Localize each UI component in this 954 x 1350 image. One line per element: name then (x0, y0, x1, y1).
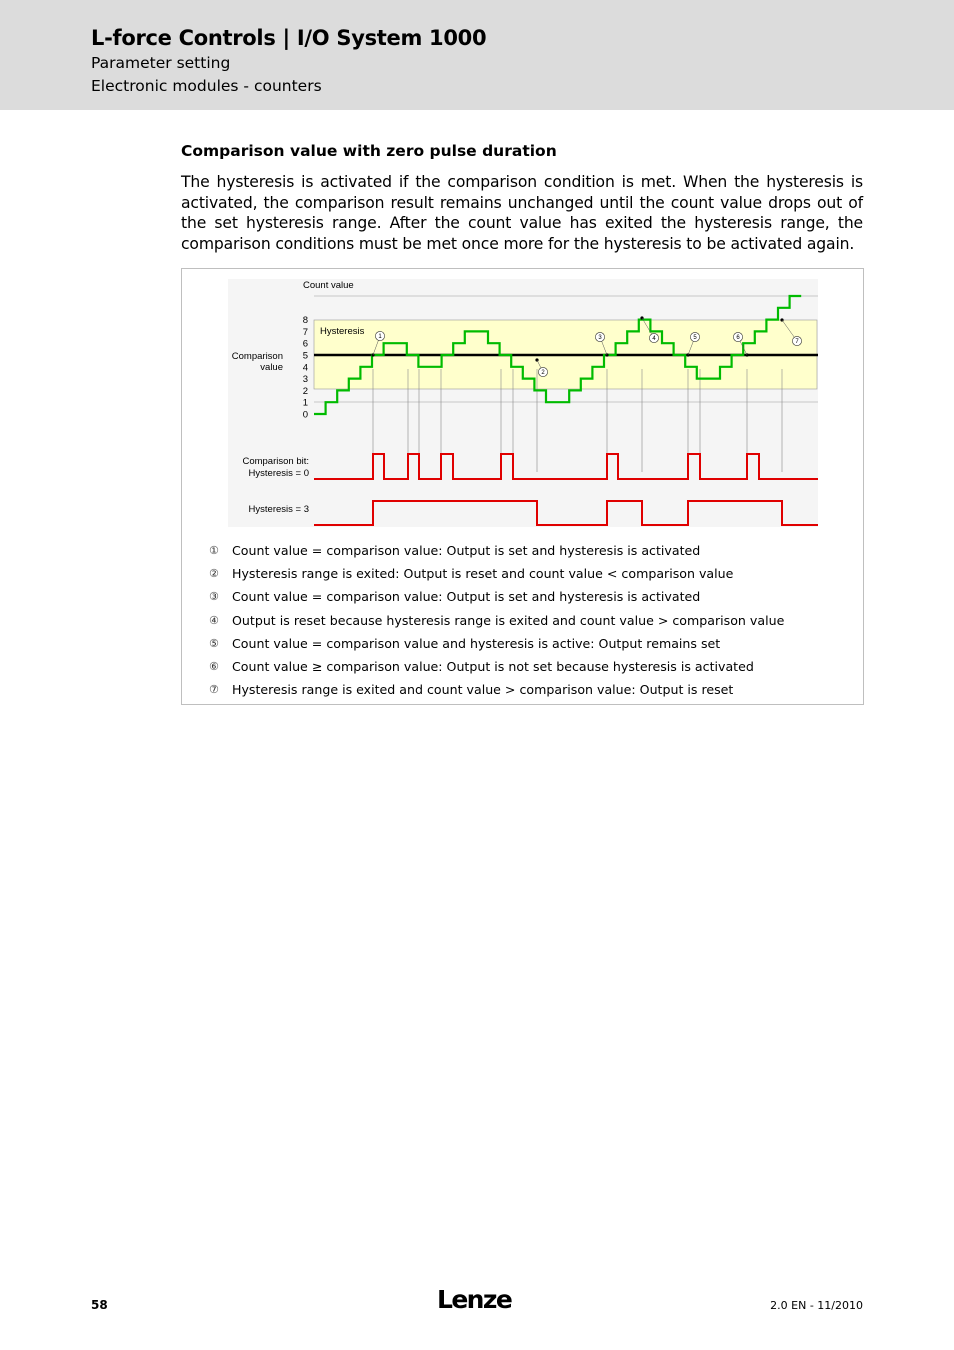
legend-text: Count value = comparison value: Output is set and hysteresis is activated (232, 589, 701, 605)
legend-item (209, 588, 849, 611)
diagram-background (228, 279, 818, 527)
y-tick-label: 4 (302, 362, 308, 374)
y-tick-label: 0 (302, 409, 308, 421)
legend-marker: ③ (209, 590, 219, 604)
section-heading: Comparison value with zero pulse duration (181, 142, 557, 160)
y-tick-label: 5 (302, 350, 308, 362)
y-tick-label: 2 (302, 385, 308, 397)
chapter-title: Parameter setting (91, 54, 231, 72)
y-tick-label: 8 (302, 315, 308, 327)
y-tick-label: 7 (302, 326, 308, 338)
comparison-value-label-1: Comparison (231, 351, 283, 362)
document-title: L-force Controls | I/O System 1000 (91, 26, 487, 50)
marker-number: 5 (693, 335, 697, 342)
legend-marker: ① (209, 544, 219, 557)
legend-item (209, 681, 849, 704)
y-tick-label: 6 (302, 338, 308, 350)
comparison-bit-label-1: Comparison bit: (242, 456, 309, 467)
hysteresis-label: Hysteresis (320, 326, 365, 337)
legend-text: Count value = comparison value and hysteresis is active: Output remains set (232, 635, 721, 651)
lenze-logo: Lenze (437, 1285, 512, 1314)
comparison-value-label-2: value (260, 362, 283, 373)
legend-text: Count value ≥ comparison value: Output is not set because hysteresis is activated (232, 658, 754, 674)
marker-number: 1 (378, 334, 382, 341)
marker-number: 7 (795, 339, 799, 346)
legend-item (209, 542, 849, 565)
count-value-label: Count value (303, 280, 354, 291)
y-tick-label: 1 (302, 397, 308, 409)
page-number: 58 (91, 1298, 108, 1312)
marker-number: 3 (598, 335, 602, 342)
legend-item (209, 612, 849, 635)
legend-text: Hysteresis range is exited: Output is reset and count value < comparison value (232, 566, 734, 582)
marker-number: 6 (736, 335, 740, 342)
figure-box (181, 268, 864, 705)
marker-number: 2 (541, 370, 545, 377)
marker-number: 4 (652, 336, 656, 343)
legend-marker: ⑦ (209, 683, 219, 697)
body-paragraph: The hysteresis is activated if the comparison condition is met. When the hysteresis is activated, the comparison result remains unchanged until the count value drops out of the set hysteresis range. After the count value has exited the hysteresis range, the comparison conditions must be met once more for the hysteresis to be activated again. (181, 173, 863, 253)
comparison-bit-label-2: Hysteresis = 0 (248, 468, 309, 479)
document-version: 2.0 EN - 11/2010 (770, 1299, 863, 1312)
legend-item (209, 635, 849, 658)
section-title: Electronic modules - counters (91, 77, 322, 95)
legend-marker: ⑤ (209, 636, 219, 650)
hysteresis-3-label: Hysteresis = 3 (248, 504, 309, 515)
legend-text: Count value = comparison value: Output is set and hysteresis is activated (232, 543, 701, 558)
legend-marker: ⑥ (209, 659, 219, 673)
legend-text: Output is reset because hysteresis range is exited and count value > comparison value (232, 612, 785, 628)
y-tick-label: 3 (302, 374, 308, 386)
legend-item (209, 565, 849, 588)
legend-text: Hysteresis range is exited and count value > comparison value: Output is reset (232, 682, 734, 698)
figure-legend (209, 542, 849, 704)
hysteresis-timing-diagram (182, 269, 863, 539)
legend-marker: ② (209, 567, 219, 581)
page-header (0, 0, 954, 110)
legend-marker: ④ (209, 613, 219, 627)
legend-item (209, 658, 849, 681)
